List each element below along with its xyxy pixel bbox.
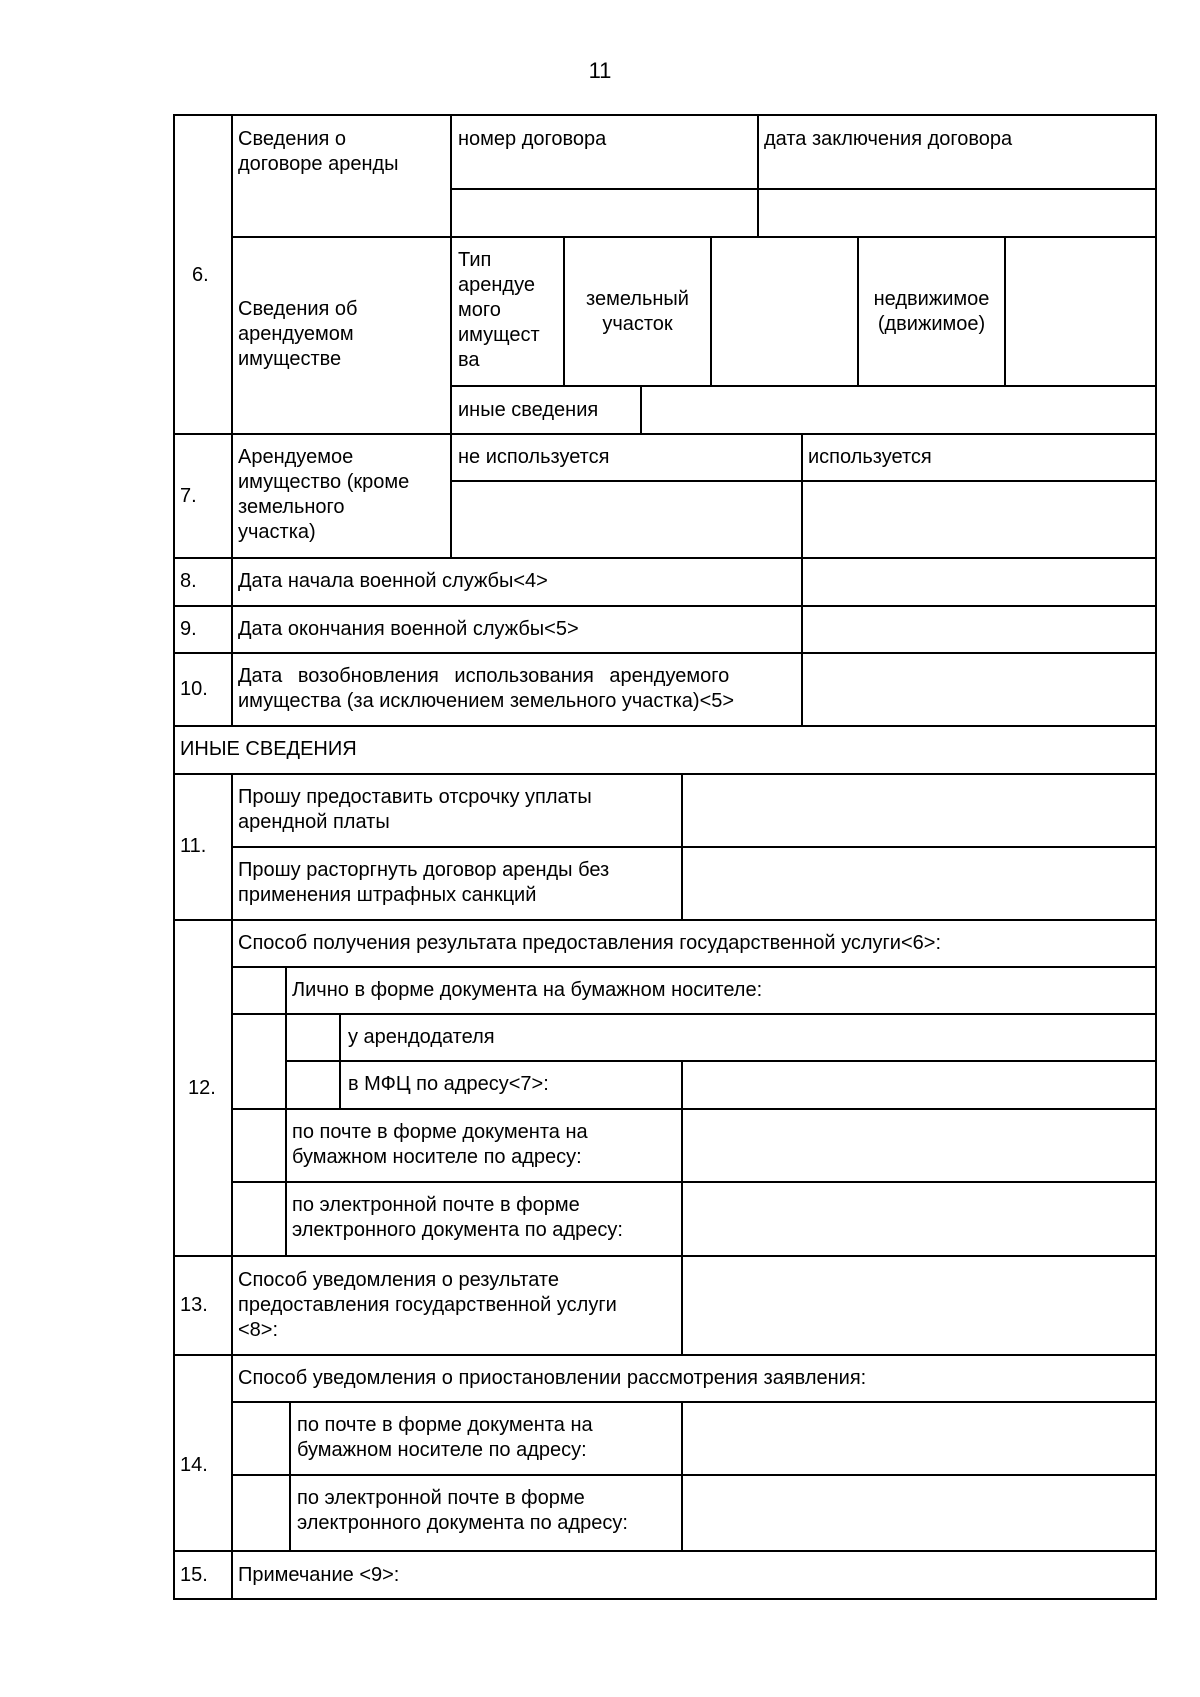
resumption-date-field[interactable] bbox=[803, 654, 1154, 724]
row-number: 12. bbox=[188, 1077, 216, 1099]
row-divider bbox=[173, 1354, 1156, 1356]
at-lessor-checkbox[interactable] bbox=[287, 1015, 338, 1059]
resumption-date-label: Дата возобновления использования арендуемого имущества (за исключением земельного участка)<5> bbox=[238, 665, 735, 712]
row-number: 9. bbox=[180, 618, 197, 640]
table-border bbox=[173, 1598, 1156, 1600]
service-start-field[interactable] bbox=[803, 559, 1154, 604]
other-info-label: иные сведения bbox=[458, 399, 599, 421]
suspension-email-address-field[interactable] bbox=[683, 1476, 1154, 1549]
table-border bbox=[173, 114, 175, 1600]
note-label: Примечание <9>: bbox=[238, 1564, 400, 1586]
row-number: 11. bbox=[180, 835, 207, 857]
by-email-checkbox[interactable] bbox=[233, 1183, 284, 1254]
lease-info-label: Сведения о договоре аренды bbox=[238, 128, 399, 175]
row-number: 13. bbox=[180, 1294, 208, 1316]
mail-address-field[interactable] bbox=[683, 1110, 1154, 1180]
row-divider bbox=[173, 919, 1156, 921]
deferral-label: Прошу предоставить отсрочку уплаты арендной платы bbox=[238, 786, 592, 833]
service-end-label: Дата окончания военной службы<5> bbox=[238, 618, 579, 640]
section-heading: ИНЫЕ СВЕДЕНИЯ bbox=[180, 738, 357, 760]
mfc-address-field[interactable] bbox=[683, 1062, 1154, 1107]
at-mfc-label: в МФЦ по адресу<7>: bbox=[348, 1073, 549, 1095]
suspension-email-checkbox[interactable] bbox=[233, 1476, 288, 1549]
suspension-mail-checkbox[interactable] bbox=[233, 1403, 288, 1473]
num-col-divider bbox=[231, 114, 233, 434]
in-person-label: Лично в форме документа на бумажном носителе: bbox=[292, 979, 763, 1001]
email-address-field[interactable] bbox=[683, 1183, 1154, 1254]
real-estate-checkbox[interactable] bbox=[1006, 238, 1154, 384]
row-number: 7. bbox=[180, 485, 197, 507]
property-info-label: Сведения об арендуемом имуществе bbox=[238, 298, 358, 370]
used-label: используется bbox=[808, 446, 932, 468]
at-lessor-label: у арендодателя bbox=[348, 1026, 495, 1048]
suspension-notification-title: Способ уведомления о приостановлении рассмотрения заявления: bbox=[238, 1367, 867, 1389]
cell-divider bbox=[231, 966, 1156, 968]
row-number: 14. bbox=[180, 1454, 208, 1476]
row-number: 10. bbox=[180, 678, 208, 700]
cell-divider bbox=[231, 1013, 1156, 1015]
contract-number-field[interactable] bbox=[452, 190, 756, 235]
by-mail-checkbox[interactable] bbox=[233, 1110, 284, 1180]
receipt-method-title: Способ получения результата предоставления государственной услуги<6>: bbox=[238, 932, 942, 954]
other-info-field[interactable] bbox=[642, 387, 1154, 432]
suspension-email-label: по электронной почте в форме электронного документа по адресу: bbox=[297, 1487, 628, 1534]
cell-divider bbox=[285, 966, 287, 1256]
at-mfc-checkbox[interactable] bbox=[287, 1062, 338, 1107]
not-used-label: не используется bbox=[458, 446, 610, 468]
result-notification-field[interactable] bbox=[683, 1257, 1154, 1353]
in-person-checkbox[interactable] bbox=[233, 968, 284, 1012]
row-divider bbox=[173, 433, 1156, 435]
row-number: 15. bbox=[180, 1564, 208, 1586]
land-plot-label: земельный участок bbox=[586, 288, 689, 335]
termination-field[interactable] bbox=[683, 848, 1154, 918]
contract-number-label: номер договора bbox=[458, 128, 607, 150]
termination-label: Прошу расторгнуть договор аренды без применения штрафных санкций bbox=[238, 859, 610, 906]
deferral-field[interactable] bbox=[683, 775, 1154, 845]
used-checkbox[interactable] bbox=[803, 482, 1154, 556]
table-border bbox=[1155, 114, 1157, 1600]
row-number: 8. bbox=[180, 570, 197, 592]
not-used-checkbox[interactable] bbox=[452, 482, 800, 556]
table-border bbox=[173, 114, 1156, 116]
row-divider bbox=[173, 725, 1156, 727]
service-start-label: Дата начала военной службы<4> bbox=[238, 570, 548, 592]
contract-date-label: дата заключения договора bbox=[764, 128, 1013, 150]
num-col-divider bbox=[231, 433, 233, 726]
service-end-field[interactable] bbox=[803, 607, 1154, 651]
cell-divider bbox=[289, 1401, 291, 1551]
leased-property-label: Арендуемое имущество (кроме земельного участка) bbox=[238, 446, 410, 543]
row-number: 6. bbox=[192, 264, 209, 286]
page-number: 11 bbox=[588, 58, 612, 83]
suspension-mail-label: по почте в форме документа на бумажном носителе по адресу: bbox=[297, 1414, 593, 1461]
suspension-mail-address-field[interactable] bbox=[683, 1403, 1154, 1473]
result-notification-label: Способ уведомления о результате предоставления государственной услуги <8>: bbox=[238, 1269, 617, 1341]
note-field[interactable] bbox=[420, 1552, 1154, 1597]
land-plot-checkbox[interactable] bbox=[712, 238, 856, 384]
real-estate-label: недвижимое (движимое) bbox=[873, 288, 990, 335]
by-mail-label: по почте в форме документа на бумажном носителе по адресу: bbox=[292, 1121, 588, 1168]
contract-date-field[interactable] bbox=[759, 190, 1154, 235]
by-email-label: по электронной почте в форме электронного документа по адресу: bbox=[292, 1194, 623, 1241]
cell-divider bbox=[339, 1013, 341, 1109]
property-type-label: Тип арендуе мого имущест ва bbox=[458, 249, 540, 371]
